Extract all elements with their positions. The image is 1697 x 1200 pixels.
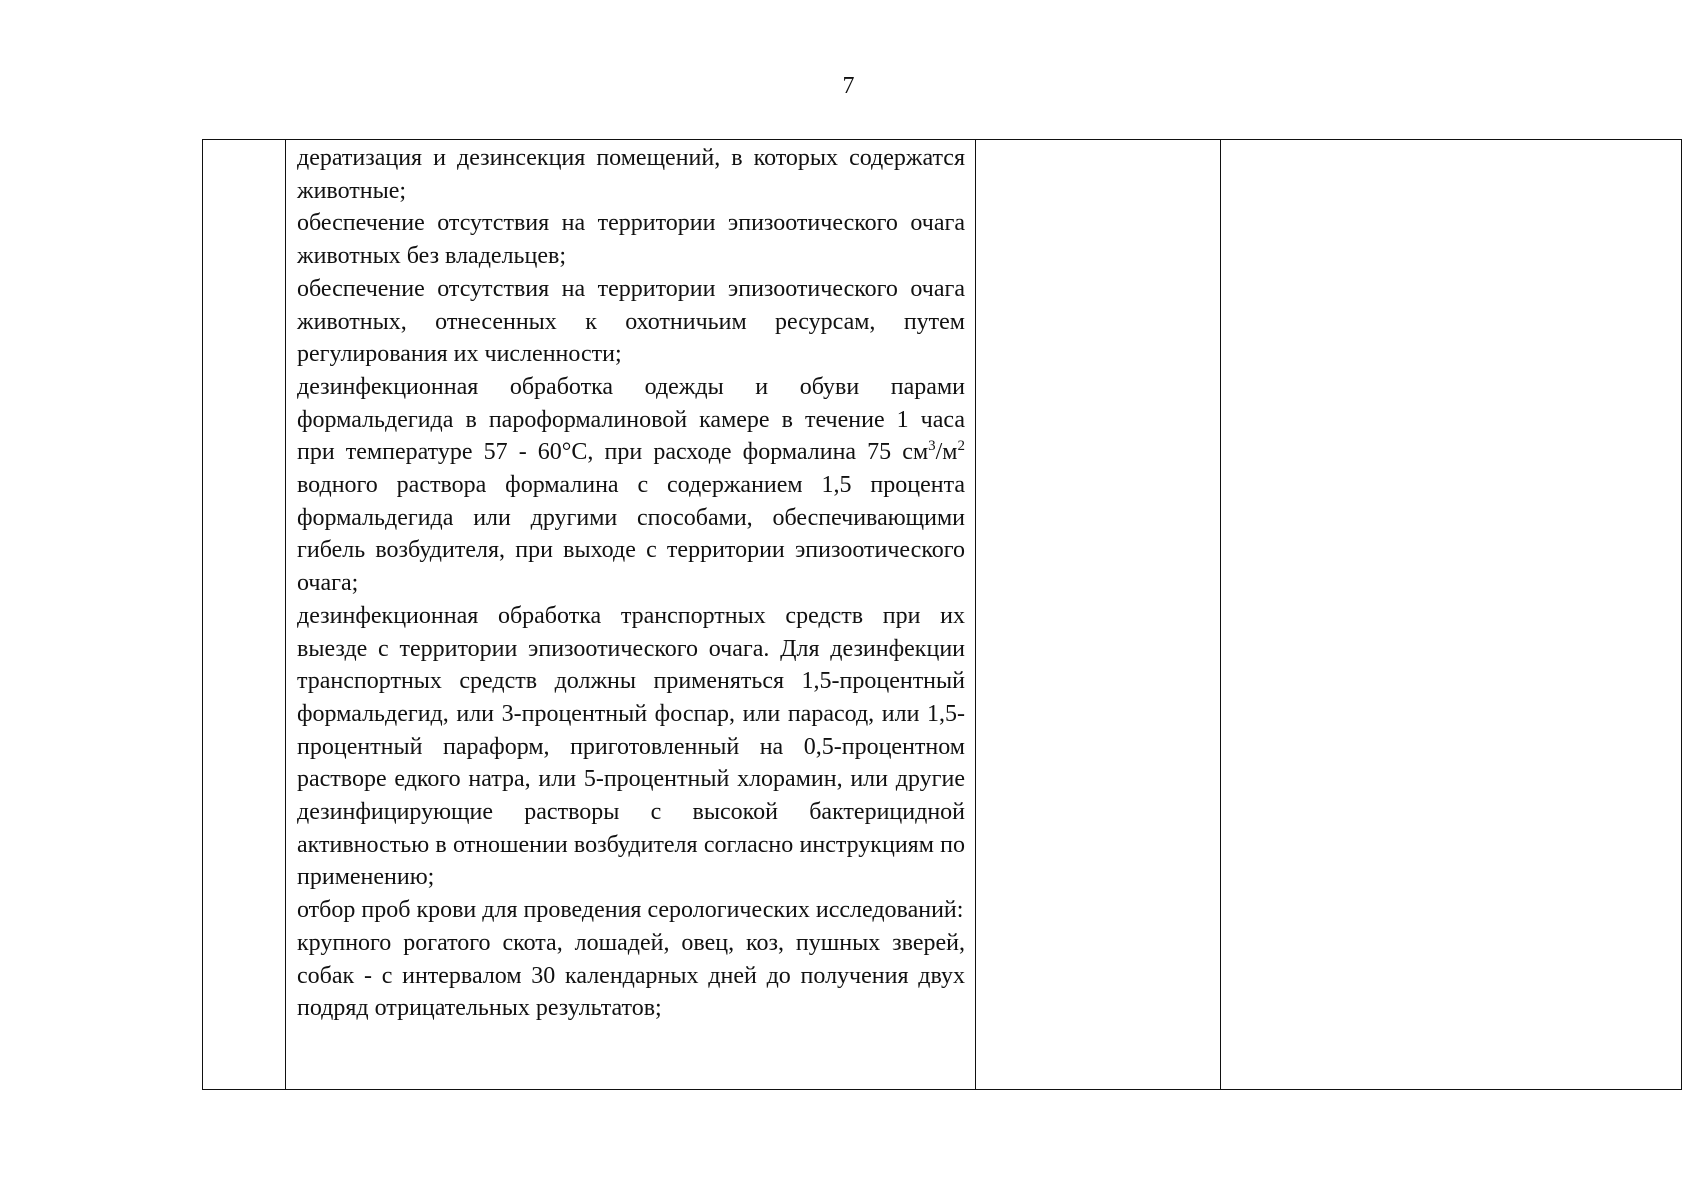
measure-paragraph: обеспечение отсутствия на территории эпизоотического очага животных без владельцев; xyxy=(297,210,965,270)
measure-paragraph: крупного рогатого скота, лошадей, овец, коз, пушных зверей, собак - с интервалом 30 календарных дней до получения двух подряд отрицательных результатов; xyxy=(297,929,965,1022)
measures-cell xyxy=(286,140,976,1090)
formaldehyde-text-end: водного раствора формалина с содержанием 1,5 процента формальдегида или другими способами, обеспечивающими гибель возбудителя, при выходе с территории эпизоотического очага; xyxy=(297,472,965,597)
deadline-cell xyxy=(976,140,1221,1090)
unit-slash-m: /м xyxy=(935,439,958,466)
number-cell xyxy=(203,140,286,1090)
measure-paragraph: отбор проб крови для проведения серологических исследований: xyxy=(297,897,964,924)
formaldehyde-text-start: дезинфекционная обработка одежды и обуви парами формальдегида в пароформалиновой камере в течение 1 часа при температуре 57 - 60°С, при расходе формалина 75 см xyxy=(297,373,965,466)
unit-superscript-3: 3 xyxy=(928,438,936,455)
measure-paragraph: дезинфекционная обработка транспортных средств при их выезде с территории эпизоотического очага. Для дезинфекции транспортных средств должны применяться 1,5-процентный формальдегид, или 3-процентный фоспар, или парасод, или 1,5-процентный параформ, приготовленный на 0,5-процентном растворе едкого натра, или 5-процентный хлорамин, или другие дезинфицирующие растворы с высокой бактерицидной активностью в отношении возбудителя согласно инструкциям по применению; xyxy=(297,602,965,891)
measure-paragraph-formaldehyde xyxy=(297,371,965,600)
measure-paragraph: дератизация и дезинсекция помещений, в которых содержатся животные; xyxy=(297,145,965,204)
measures-text xyxy=(286,140,975,1025)
page-number: 7 xyxy=(842,73,855,99)
measure-paragraph: обеспечение отсутствия на территории эпизоотического очага животных, отнесенных к охотничьим ресурсам, путем регулирования их численности; xyxy=(297,275,965,368)
table-row xyxy=(203,140,1682,1090)
unit-superscript-2: 2 xyxy=(957,438,965,455)
responsible-cell xyxy=(1221,140,1682,1090)
measures-table xyxy=(202,139,1682,1090)
